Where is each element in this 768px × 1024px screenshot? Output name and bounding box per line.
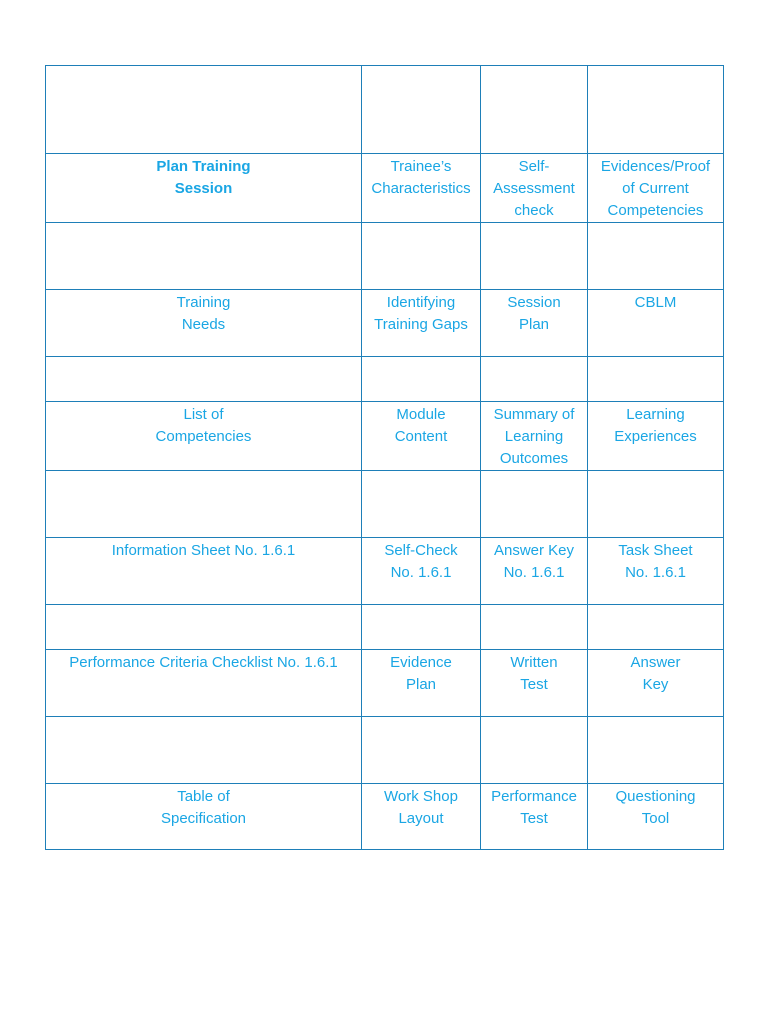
cell-text [481, 357, 587, 359]
cell-text: Self- Assessment check [493, 158, 575, 219]
table-row [46, 784, 724, 850]
cell-text [46, 471, 361, 473]
table-cell [46, 290, 362, 357]
cell-text [46, 357, 361, 359]
table-cell [588, 402, 724, 471]
cell-text: Questioning Tool [615, 788, 696, 827]
cell-text [362, 717, 480, 719]
table-cell [481, 290, 588, 357]
empty-cell [362, 717, 481, 784]
table-row [46, 538, 724, 605]
cell-text: Work Shop Layout [384, 788, 458, 827]
empty-cell [588, 605, 724, 650]
cell-text: Session Plan [507, 294, 561, 333]
empty-cell [481, 605, 588, 650]
table-cell [46, 154, 362, 223]
cell-text [46, 605, 361, 607]
spacer-row [46, 471, 724, 538]
cell-text [362, 223, 480, 225]
empty-cell [588, 717, 724, 784]
table-cell [481, 650, 588, 717]
table-cell [362, 290, 481, 357]
empty-cell [588, 471, 724, 538]
cell-text [588, 66, 723, 68]
empty-cell [362, 605, 481, 650]
cell-text: Evidence Plan [390, 654, 452, 693]
empty-cell [362, 357, 481, 402]
table-cell [588, 784, 724, 850]
cell-text [46, 717, 361, 719]
table-cell [46, 784, 362, 850]
empty-cell [362, 223, 481, 290]
table-cell [481, 154, 588, 223]
cell-text: Summary of Learning Outcomes [493, 406, 575, 467]
empty-cell [481, 471, 588, 538]
cell-text [588, 605, 723, 607]
table-cell [588, 650, 724, 717]
cell-text [481, 717, 587, 719]
cell-text [481, 66, 587, 68]
cell-text: Written Test [510, 654, 558, 693]
cell-text [588, 717, 723, 719]
empty-cell [481, 223, 588, 290]
table-row [46, 154, 724, 223]
spacer-row [46, 223, 724, 290]
empty-cell [46, 471, 362, 538]
table-cell [362, 650, 481, 717]
table-cell [362, 154, 481, 223]
table-cell [588, 290, 724, 357]
cell-text [362, 471, 480, 473]
empty-cell [481, 357, 588, 402]
cell-text: Answer Key No. 1.6.1 [493, 542, 575, 581]
table-cell [481, 784, 588, 850]
cell-text [46, 66, 361, 68]
table-row [46, 402, 724, 471]
table-row [46, 290, 724, 357]
empty-cell [588, 357, 724, 402]
cell-text [588, 223, 723, 225]
table-cell [588, 538, 724, 605]
cell-text: Evidences/Proof of Current Competencies [600, 158, 711, 219]
spacer-row [46, 605, 724, 650]
cell-text [362, 605, 480, 607]
table-row [46, 650, 724, 717]
cell-text [46, 223, 361, 225]
empty-cell [362, 66, 481, 154]
cell-text: Plan Training Session [156, 158, 251, 197]
table-cell [46, 538, 362, 605]
cell-text: Training Needs [176, 294, 231, 333]
spacer-row [46, 66, 724, 154]
empty-cell [588, 66, 724, 154]
cell-text: Module Content [394, 406, 448, 445]
empty-cell [46, 66, 362, 154]
cell-text: List of Competencies [155, 406, 252, 445]
table-cell [588, 154, 724, 223]
cell-text: CBLM [634, 294, 677, 311]
cell-text: Learning Experiences [614, 406, 697, 445]
empty-cell [46, 605, 362, 650]
empty-cell [46, 717, 362, 784]
empty-cell [46, 223, 362, 290]
empty-cell [588, 223, 724, 290]
cell-text: Performance Test [491, 788, 577, 827]
cell-text [481, 605, 587, 607]
cell-text [362, 66, 480, 68]
spacer-row [46, 357, 724, 402]
cell-text [588, 357, 723, 359]
table-cell [362, 538, 481, 605]
table-cell [481, 402, 588, 471]
cell-text [481, 471, 587, 473]
competency-document-table [45, 65, 724, 850]
table-body [46, 66, 724, 850]
cell-text: Identifying Training Gaps [374, 294, 468, 333]
cell-text: Self-Check No. 1.6.1 [384, 542, 458, 581]
cell-text: Trainee’s Characteristics [371, 158, 471, 197]
table-cell [481, 538, 588, 605]
empty-cell [46, 357, 362, 402]
spacer-row [46, 717, 724, 784]
table-cell [46, 402, 362, 471]
table-cell [362, 784, 481, 850]
empty-cell [481, 66, 588, 154]
cell-text: Information Sheet No. 1.6.1 [111, 542, 296, 559]
empty-cell [481, 717, 588, 784]
cell-text [588, 471, 723, 473]
cell-text: Performance Criteria Checklist No. 1.6.1 [69, 654, 338, 671]
cell-text: Table of Specification [160, 788, 247, 827]
cell-text: Answer Key [630, 654, 681, 693]
cell-text [481, 223, 587, 225]
cell-text: Task Sheet No. 1.6.1 [618, 542, 693, 581]
cell-text [362, 357, 480, 359]
table-cell [362, 402, 481, 471]
empty-cell [362, 471, 481, 538]
table-cell [46, 650, 362, 717]
